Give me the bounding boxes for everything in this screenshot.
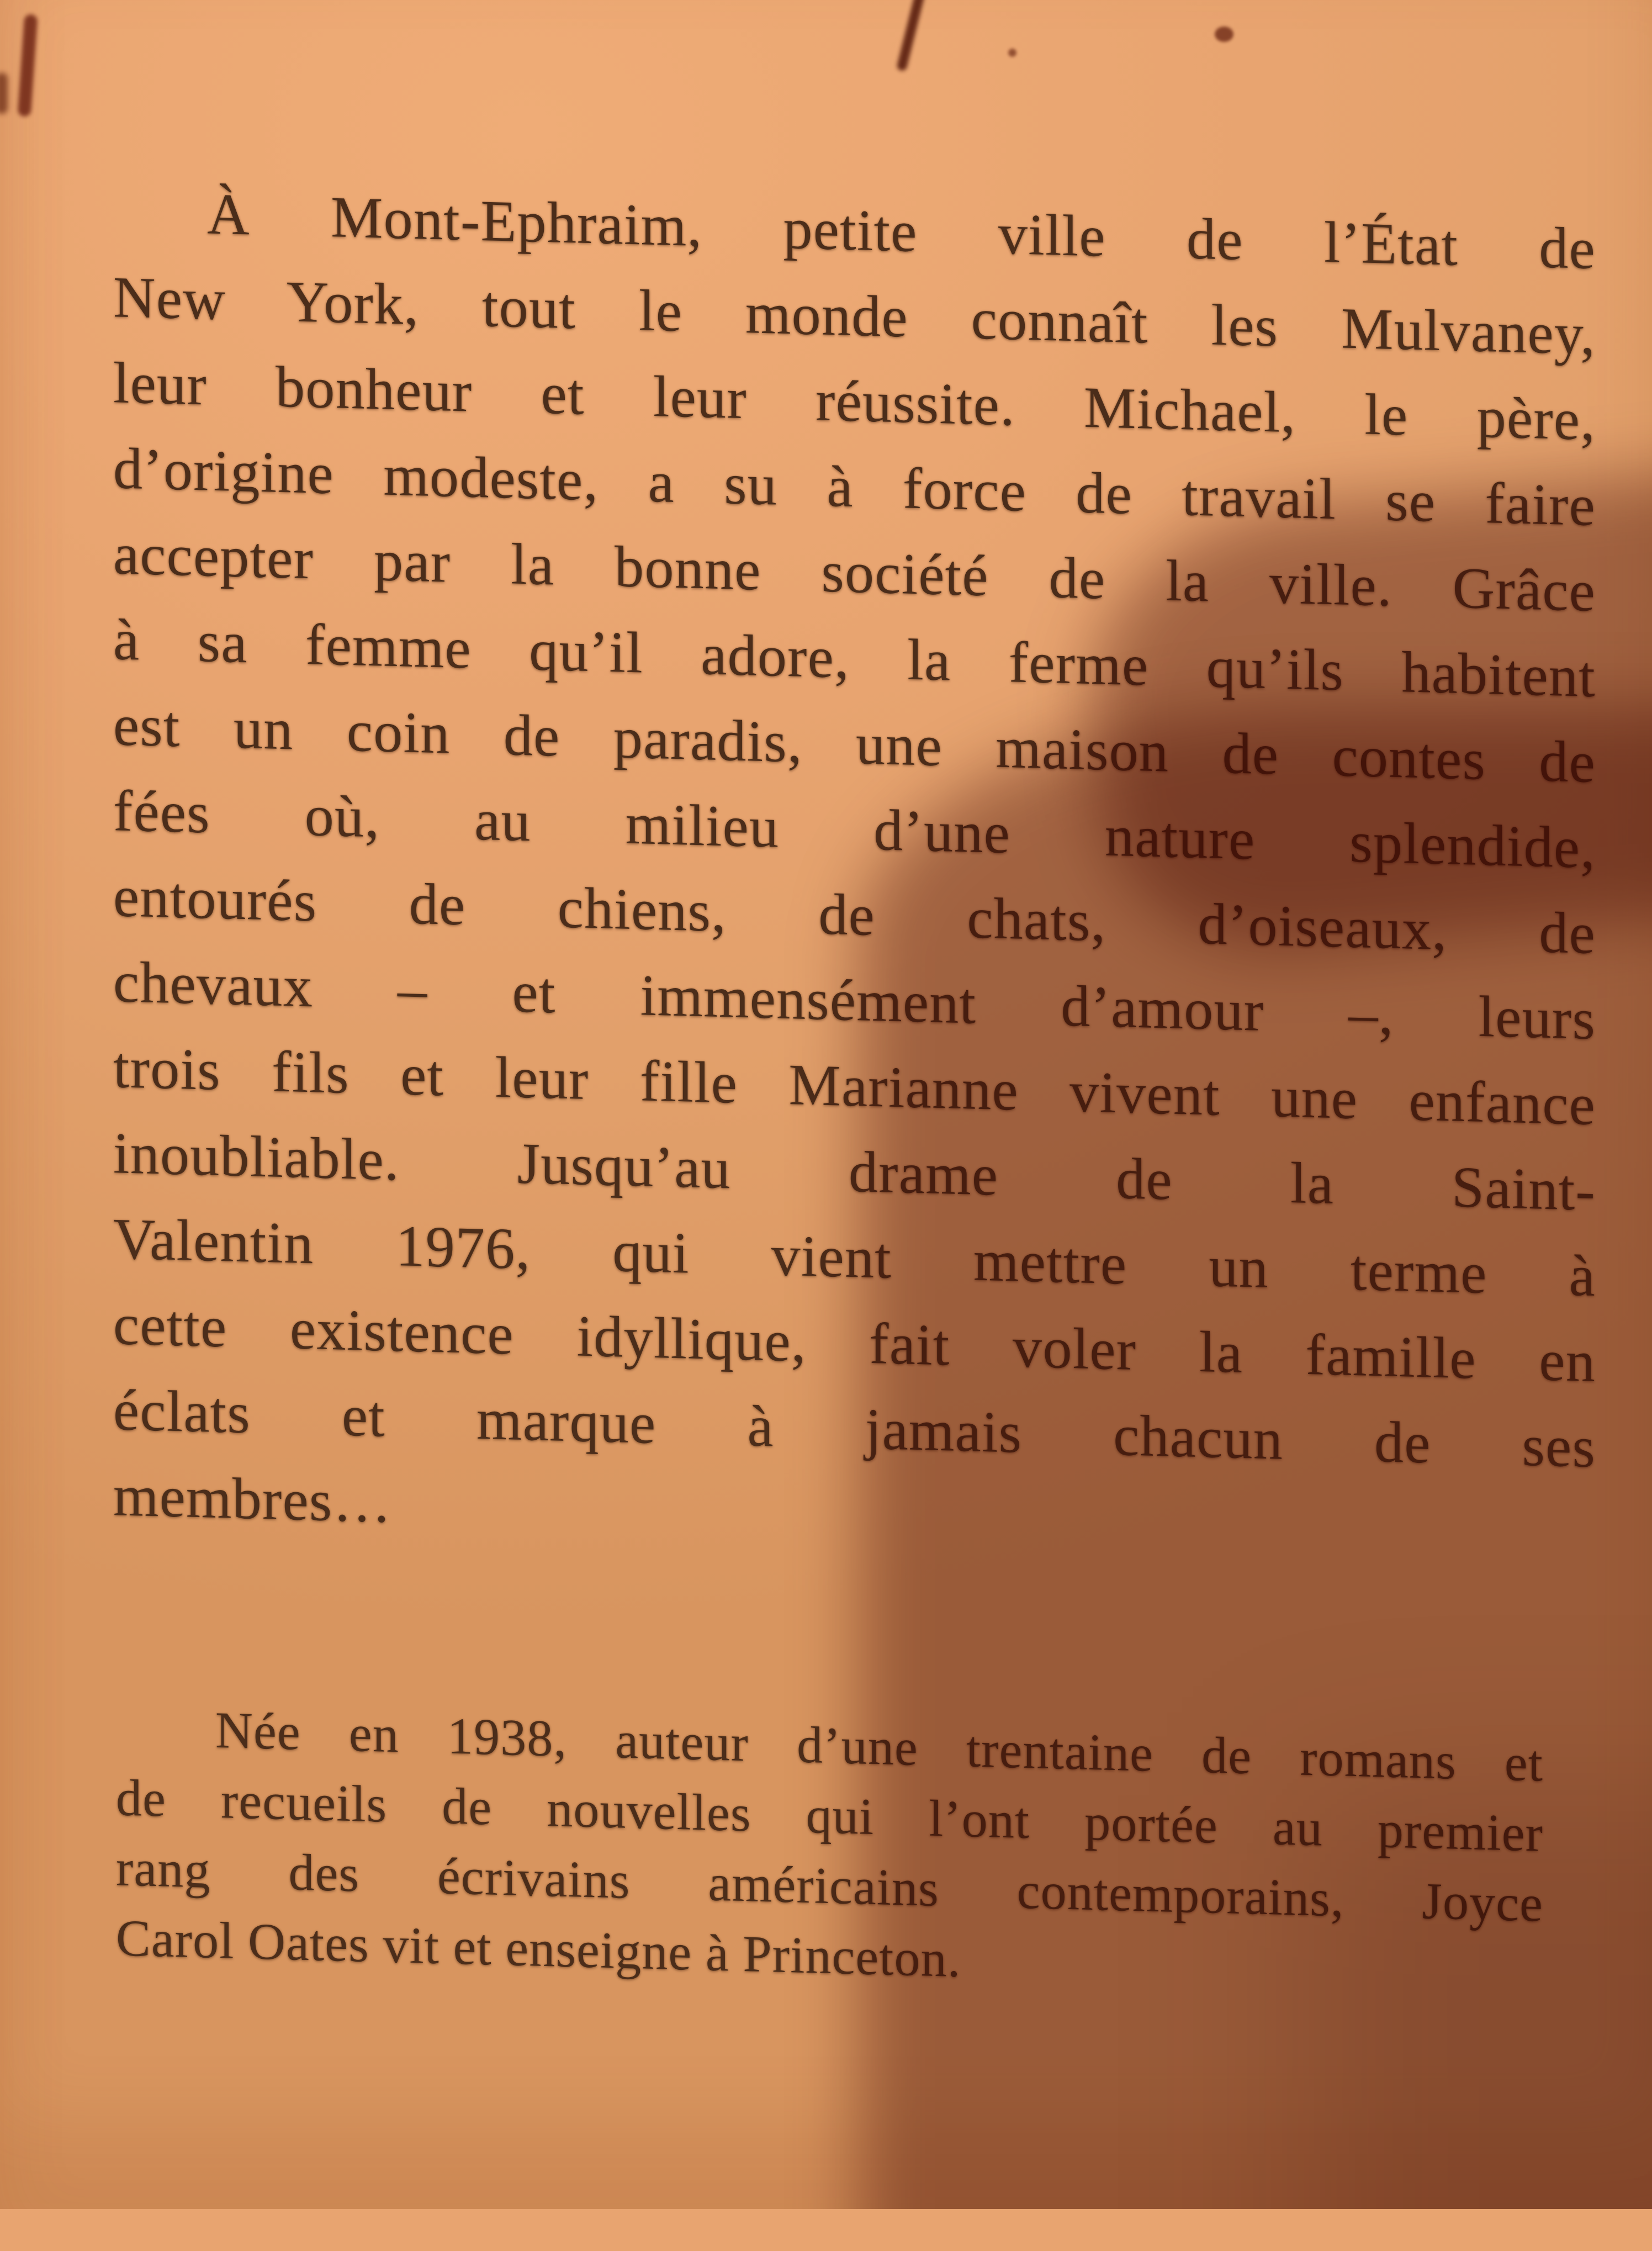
bio-line: de recueils de nouvelles qui l’ont portée au premier (116, 1763, 1543, 1869)
synopsis-line: inoubliable. Jusqu’au drame de la Saint- (113, 1110, 1596, 1233)
synopsis-line: d’origine modeste, a su à force de travail se faire (113, 425, 1596, 548)
synopsis-line: chevaux – et immensément d’amour –, leurs (113, 939, 1596, 1062)
bio-line: rang des écrivains américains contemporains, Joyce (116, 1833, 1543, 1939)
synopsis-line: accepter par la bonne société de la ville. Grâce (113, 511, 1596, 634)
synopsis-line: membres… (113, 1452, 1596, 1576)
synopsis-line: à sa femme qu’il adore, la ferme qu’ils habitent (113, 596, 1596, 720)
author-bio-paragraph (116, 1693, 1543, 2009)
synopsis-line: leur bonheur et leur réussite. Michael, le père, (113, 340, 1596, 463)
synopsis-line: New York, tout le monde connaît les Mulvaney, (113, 254, 1596, 377)
bio-line: Née en 1938, auteur d’une trentaine de romans et (116, 1693, 1543, 1799)
synopsis-line: À Mont-Ephraim, petite ville de l’État de (113, 168, 1596, 292)
synopsis-line: Valentin 1976, qui vient mettre un terme à (113, 1196, 1596, 1319)
synopsis-line: est un coin de paradis, une maison de contes de (113, 682, 1596, 805)
synopsis-line: cette existence idyllique, fait voler la famille en (113, 1281, 1596, 1404)
synopsis-line: éclats et marque à jamais chacun de ses (113, 1367, 1596, 1490)
bio-line: Carol Oates vit et enseigne à Princeton. (116, 1903, 1543, 2009)
synopsis-line: fées où, au milieu d’une nature splendide, (113, 768, 1596, 891)
synopsis-line: entourés de chiens, de chats, d’oiseaux, de (113, 853, 1596, 976)
synopsis-line: trois fils et leur fille Marianne vivent une enfance (113, 1024, 1596, 1148)
synopsis-paragraph (113, 168, 1596, 1576)
